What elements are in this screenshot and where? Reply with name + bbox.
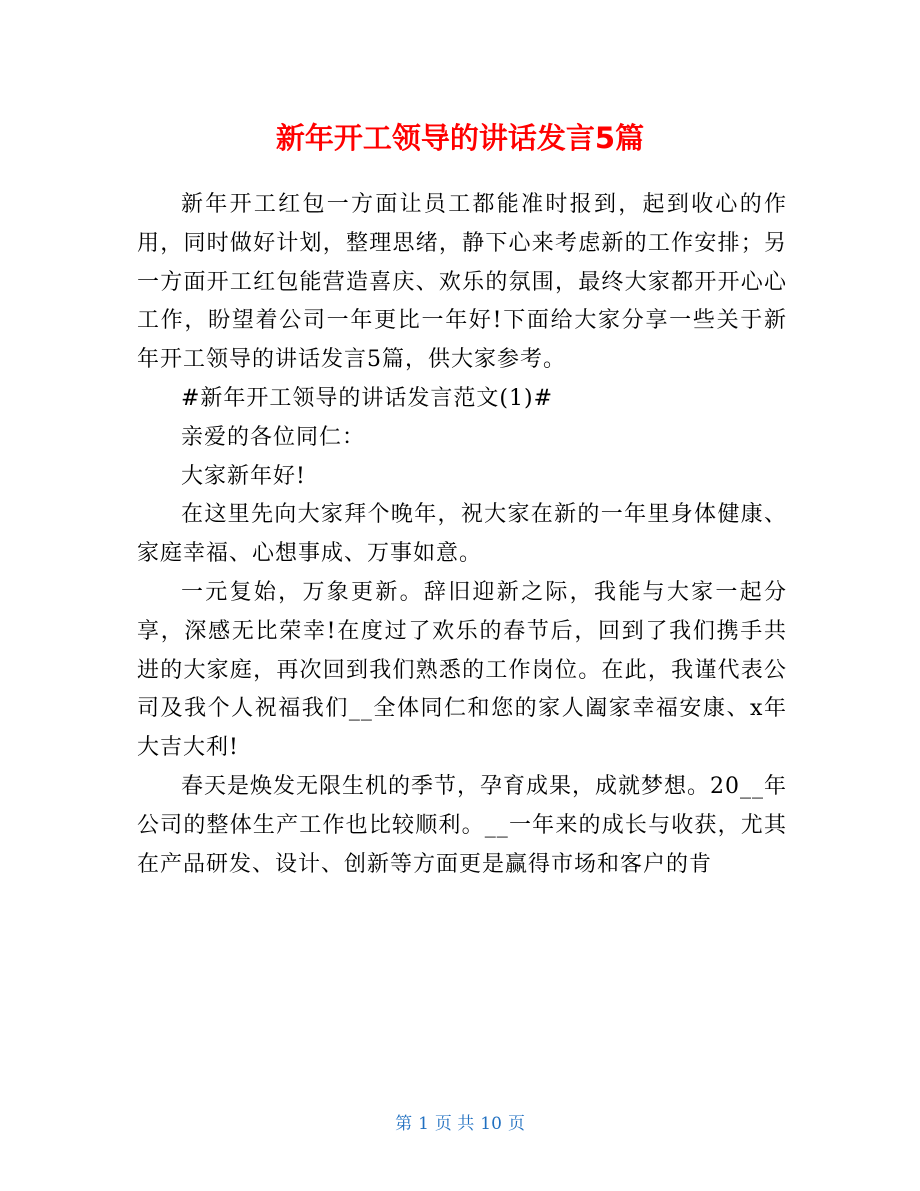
paragraph-greeting: 大家新年好! bbox=[181, 463, 306, 489]
paragraph-intro: 新年开工红包一方面让员工都能准时报到，起到收心的作用，同时做好计划，整理思绪，静下心来考虑新的工作安排；另一方面开工红包能营造喜庆、欢乐的氛围，最终大家都开开心心工作，盼望着公司一年更比一年好!下面给大家分享一些关于新年开工领导的讲话发言5篇，供大家参考。 bbox=[137, 192, 787, 373]
page-footer bbox=[0, 1112, 920, 1136]
paragraph-blessing: 一元复始，万象更新。辞旧迎新之际，我能与大家一起分享，深感无比荣幸!在度过了欢乐的春节后，回到了我们携手共进的大家庭，再次回到我们熟悉的工作岗位。在此，我谨代表公司及我个人祝福我们__全体同仁和您的家人阖家幸福安康、x年大吉大利! bbox=[137, 579, 787, 761]
document-title: 新年开工领导的讲话发言5篇 bbox=[275, 121, 645, 155]
paragraph-spring: 春天是焕发无限生机的季节，孕育成果，成就梦想。20__年公司的整体生产工作也比较顺利。__一年来的成长与收获，尤其在产品研发、设计、创新等方面更是赢得市场和客户的肯 bbox=[137, 773, 787, 877]
footer-prefix: 第 bbox=[395, 1114, 413, 1134]
footer-middle: 页 共 bbox=[434, 1114, 475, 1134]
paragraph-section-heading: #新年开工领导的讲话发言范文(1)# bbox=[181, 385, 554, 411]
footer-current-page: 1 bbox=[418, 1114, 429, 1134]
paragraph-salutation: 亲爱的各位同仁： bbox=[181, 424, 366, 450]
footer-total-pages: 10 bbox=[480, 1114, 502, 1134]
paragraph-new-year-wishes: 在这里先向大家拜个晚年，祝大家在新的一年里身体健康、家庭幸福、心想事成、万事如意。 bbox=[137, 502, 787, 567]
document-body bbox=[137, 186, 787, 884]
footer-suffix: 页 bbox=[507, 1114, 525, 1134]
